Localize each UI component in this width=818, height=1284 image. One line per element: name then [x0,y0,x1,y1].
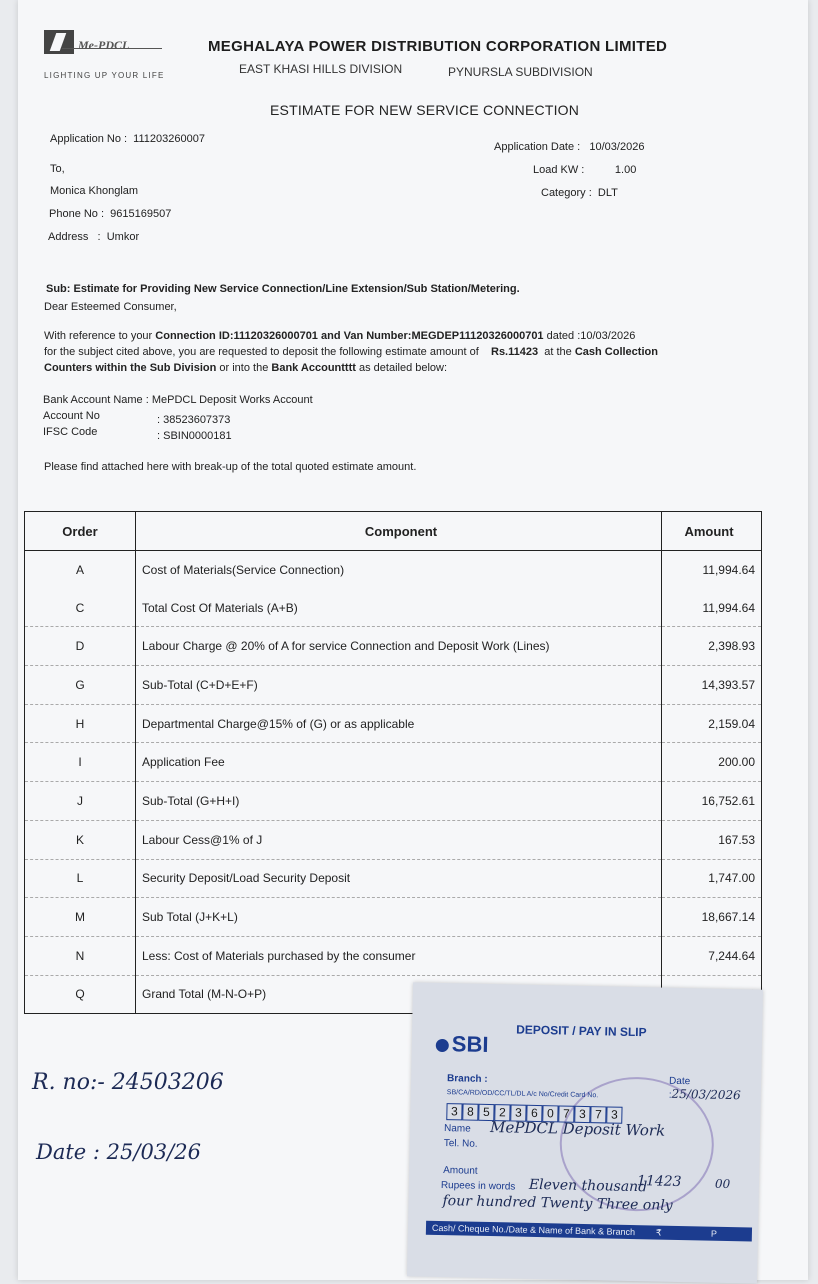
row-component: Departmental Charge@15% of (G) or as applicable [136,704,662,743]
account-digit-box: 2 [494,1104,510,1121]
account-digit-box: 3 [574,1106,590,1123]
row-amount: 14,393.57 [662,666,762,705]
account-digit-box: 3 [606,1106,622,1123]
row-order: D [25,627,136,666]
row-component: Labour Charge @ 20% of A for service Connection and Deposit Work (Lines) [136,627,662,666]
load-kw: Load KW : 1.00 [533,164,637,176]
document-title: ESTIMATE FOR NEW SERVICE CONNECTION [270,102,580,118]
payment-details-header: Cash/ Cheque No./Date & Name of Bank & Branch ₹ P [426,1221,752,1242]
account-digit-box: 7 [558,1105,574,1122]
row-component: Total Cost Of Materials (A+B) [136,589,662,627]
ifsc-code: : SBIN0000181 [157,430,232,442]
amount-value: 11423 [636,1173,682,1191]
row-amount: 11,994.64 [702,600,755,615]
amount-words-line-1: Eleven thousand [528,1176,648,1196]
row-amount: 11,994.64 [662,551,762,589]
row-component: Sub-Total (C+D+E+F) [136,666,662,705]
account-no: : 38523607373 [157,414,231,426]
row-amount: 2,398.93 [662,627,762,666]
table-row [25,551,762,589]
account-digit-box: 8 [462,1103,478,1120]
words-label: Rupees in words [440,1179,516,1193]
row-order: H [25,704,136,743]
subject-line: Sub: Estimate for Providing New Service Connection/Line Extension/Sub Station/Metering. [46,283,520,295]
account-type-label: SB/CA/RD/OD/CC/TL/DL A/c No/Credit Card No. [446,1089,599,1100]
row-amount: 200.00 [662,743,762,782]
mepdcl-logo: Me-PDCL [44,30,162,72]
row-order: Q [25,975,136,1014]
amount-label: Amount [443,1165,478,1177]
depositor-name: MePDCL Deposit Work [489,1118,666,1140]
row-amount: 16,752.61 [662,782,762,821]
row-amount: 18,667.14 [662,898,762,937]
application-no: Application No : 111203260007 [50,133,205,145]
account-no-label: Account No [43,410,100,422]
row-order: I [25,743,136,782]
handwritten-receipt-no: R. no:- 24503206 [32,1070,224,1095]
letter-line-3: Counters within the Sub Division or into the Bank Accountttt as detailed below: [44,362,448,374]
table-header [25,512,762,551]
slip-title: DEPOSIT / PAY IN SLIP [516,1022,647,1040]
account-digit-box: 7 [590,1106,606,1123]
row-amount: 167.53 [662,820,762,859]
col-amount: Amount [662,512,762,551]
row-component: Cost of Materials(Service Connection) [136,551,662,589]
amount-words-line-2: four hundred Twenty Three only [442,1193,673,1214]
table-row [25,627,762,666]
row-order: M [25,898,136,937]
letter-line-1: With reference to your Connection ID:11120326000701 and Van Number:MEGDEP11120326000701 dated :10/03/2026 [44,330,636,342]
address: Address : Umkor [48,231,140,243]
amount-paise: 00 [714,1176,731,1192]
table-row [25,666,762,705]
slip-date: Date :25/03/2026 [668,1075,741,1103]
logo-tagline: LIGHTING UP YOUR LIFE [44,71,165,80]
table-row [25,589,762,627]
row-component: Application Fee [136,743,662,782]
attachment-note: Please find attached here with break-up of the total quoted estimate amount. [44,461,417,473]
account-digit-box: 3 [446,1103,462,1120]
row-order: C [25,589,136,627]
account-digit-box: 6 [526,1105,542,1122]
sbi-deposit-slip [407,982,763,1283]
table-row [25,704,762,743]
row-component: Less: Cost of Materials purchased by the consumer [136,936,662,975]
table-row [25,898,762,937]
phone: Phone No : 9615169507 [49,208,172,220]
division: EAST KHASI HILLS DIVISION [239,62,403,76]
branch-label: Branch : [446,1073,488,1085]
row-component: Labour Cess@1% of J [136,820,662,859]
sbi-logo-icon [436,1039,449,1052]
row-order: K [25,820,136,859]
row-component: Security Deposit/Load Security Deposit [136,859,662,898]
row-component: Sub Total (J+K+L) [136,898,662,937]
row-component: Grand Total (M-N-O+P) [136,975,662,1014]
sbi-logo: SBI [436,1031,489,1058]
name-label: Name [443,1123,471,1135]
account-digit-box: 3 [510,1104,526,1121]
account-digit-box: 0 [542,1105,558,1122]
row-amount: 1,747.00 [662,859,762,898]
subdivision: PYNURSLA SUBDIVISION [448,65,593,79]
ifsc-label: IFSC Code [43,426,98,438]
row-order: G [25,666,136,705]
application-date: Application Date : 10/03/2026 [494,141,645,153]
salutation: Dear Esteemed Consumer, [44,301,177,313]
tel-label: Tel. No. [443,1138,478,1150]
account-digit-box: 5 [478,1104,494,1121]
table-row [25,743,762,782]
row-amount: 7,244.64 [662,936,762,975]
to-line: To, [50,163,65,175]
table-row [25,936,762,975]
category: Category : DLT [541,187,618,199]
handwritten-date: Date : 25/03/26 [36,1140,201,1164]
row-order: J [25,782,136,821]
letter-line-2: for the subject cited above, you are requested to deposit the following estimate amount of Rs.11423 at the Cash Collection [44,346,658,358]
logo-mark-icon [44,30,74,54]
table-row [25,782,762,821]
table-row [25,859,762,898]
applicant-name: Monica Khonglam [50,185,139,197]
row-order: L [25,859,136,898]
org-name: MEGHALAYA POWER DISTRIBUTION CORPORATION LIMITED [208,38,668,55]
row-order: A [25,551,136,589]
row-amount: 2,159.04 [662,704,762,743]
col-component: Component [136,512,662,551]
row-component: Sub-Total (G+H+I) [136,782,662,821]
row-order: N [25,936,136,975]
col-order: Order [25,512,136,551]
estimate-table [24,511,762,1014]
bank-account-name: Bank Account Name : MePDCL Deposit Works Account [43,394,313,406]
table-row [25,820,762,859]
